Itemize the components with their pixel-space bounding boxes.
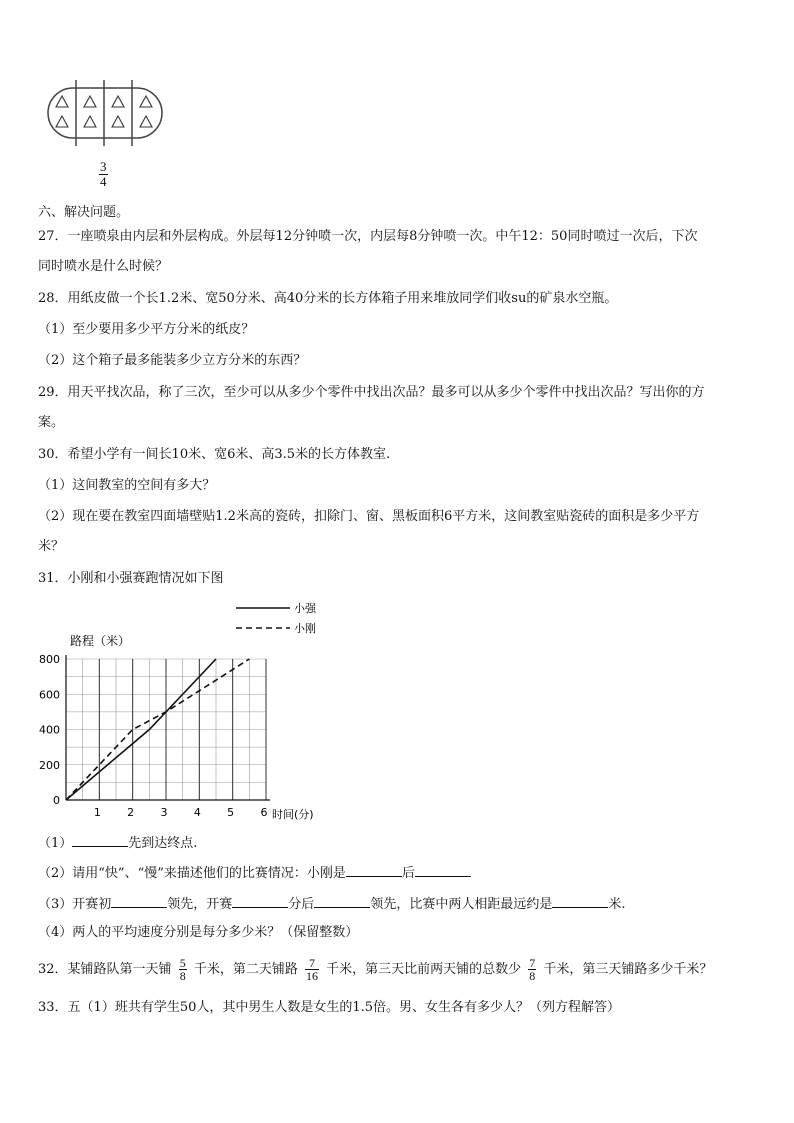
- q33: 33．五（1）班共有学生50人，其中男生人数是女生的1.5倍。男、女生各有多少人？（列方程解答）: [38, 1000, 621, 1015]
- rounded-frame: [48, 88, 162, 138]
- x-tick-label: 3: [160, 806, 168, 819]
- q27-line2: 同时喷水是什么时候？: [38, 259, 169, 274]
- answer-blank[interactable]: [232, 893, 288, 908]
- q29-line1: 29．用天平找次品，称了三次，至少可以从多少个零件中找出次品？最多可以从多少个零件中找出次品？写出你的方: [38, 385, 705, 400]
- fraction-5-8: $\frac{5}{8}$: [179, 956, 186, 983]
- y-tick-label: 400: [39, 723, 60, 737]
- q29-line2: 案。: [38, 415, 65, 430]
- fraction-7-16: $\frac{7}{16}$: [305, 956, 318, 983]
- triangle-icon: [56, 116, 68, 127]
- section-title: 六、解决问题。: [38, 205, 130, 220]
- x-tick-label: 1: [93, 806, 101, 819]
- q32: [38, 954, 712, 986]
- y-axis-label: 路程（米）: [70, 634, 131, 648]
- q30-sub2-line1: （2）现在要在教室四面墙壁贴1.2米高的瓷砖，扣除门、窗、黑板面积6平方米，这间教室贴瓷砖的面积是多少平方: [38, 509, 700, 524]
- q31-sub2: [38, 862, 471, 883]
- q31-sub3-e: 米.: [608, 897, 626, 912]
- q31-sub1: [38, 832, 197, 853]
- q31-sub3: [38, 893, 625, 914]
- answer-blank[interactable]: [314, 893, 370, 908]
- q31-stem: 31．小刚和小强赛跑情况如下图: [38, 571, 224, 586]
- q31-sub3-a: （3）开赛初: [38, 897, 112, 912]
- q31-sub3-b: 领先，开赛: [167, 897, 233, 912]
- q32-t1: 32．某铺路队第一天铺: [38, 962, 172, 977]
- y-tick-label: 200: [39, 758, 60, 772]
- answer-blank[interactable]: [72, 832, 128, 847]
- triangle-icon: [140, 116, 152, 127]
- x-tick-label: 2: [127, 806, 135, 819]
- y-tick-label: 0: [53, 794, 60, 807]
- q27-line1: 27．一座喷泉由内层和外层构成。外层每12分钟喷一次，内层每8分钟喷一次。中午12：50同时喷过一次后，下次: [38, 229, 698, 244]
- figure-fraction: [99, 160, 108, 189]
- answer-blank[interactable]: [415, 862, 471, 877]
- q30-sub2-line2: 米？: [38, 539, 65, 554]
- answer-blank[interactable]: [346, 862, 402, 877]
- q30-sub1: （1）这间教室的空间有多大？: [38, 478, 216, 493]
- q30-stem: 30．希望小学有一间长10米、宽6米、高3.5米的长方体教室.: [38, 447, 391, 462]
- x-tick-label: 6: [260, 806, 268, 819]
- q31-sub4: （4）两人的平均速度分别是每分多少米？（保留整数）: [38, 925, 359, 940]
- answer-blank[interactable]: [552, 893, 608, 908]
- q32-t2: 千米，第二天铺路: [193, 962, 298, 977]
- q28-sub2: （2）这个箱子最多能装多少立方分米的东西？: [38, 353, 307, 368]
- triangle-icon: [84, 96, 96, 107]
- x-axis-label: 时间(分): [272, 808, 314, 821]
- triangle-icon: [112, 116, 124, 127]
- q31-sub2-prefix: （2）请用“快”、“慢”来描述他们的比赛情况：小刚是: [38, 866, 346, 881]
- q32-t4: 千米，第三天铺路多少千米？: [543, 962, 713, 977]
- answer-blank[interactable]: [111, 893, 167, 908]
- y-tick-label: 600: [39, 688, 60, 702]
- q31-sub3-c: 分后: [288, 897, 315, 912]
- q28-stem: 28．用纸皮做一个长1.2米、宽50分米、高40分米的长方体箱子用来堆放同学们收su的矿泉水空瓶。: [38, 291, 618, 306]
- fraction-7-8: $\frac{7}{8}$: [529, 956, 536, 983]
- legend-label: 小刚: [294, 622, 316, 635]
- q31-sub1-suffix: 先到达终点.: [128, 836, 198, 851]
- x-tick-label: 4: [193, 806, 201, 819]
- triangle-icon: [84, 116, 96, 127]
- triangle-icon: [56, 96, 68, 107]
- q32-t3: 千米，第三天比前两天铺的总数少: [326, 962, 522, 977]
- triangle-icon: [112, 96, 124, 107]
- q31-sub3-d: 领先，比赛中两人相距最远约是: [370, 897, 553, 912]
- fraction-denominator: 4: [100, 174, 107, 189]
- q31-sub1-prefix: （1）: [38, 836, 73, 851]
- race-line-chart: [30, 596, 350, 824]
- y-tick-label: 800: [39, 653, 60, 666]
- legend-label: 小强: [294, 602, 316, 615]
- q28-sub1: （1）至少要用多少平方分米的纸皮？: [38, 322, 255, 337]
- triangle-icon: [140, 96, 152, 107]
- triangle-box-figure: [46, 80, 166, 148]
- fraction-numerator: 3: [100, 159, 107, 174]
- q31-sub2-mid: 后: [401, 866, 415, 881]
- x-tick-label: 5: [227, 806, 235, 819]
